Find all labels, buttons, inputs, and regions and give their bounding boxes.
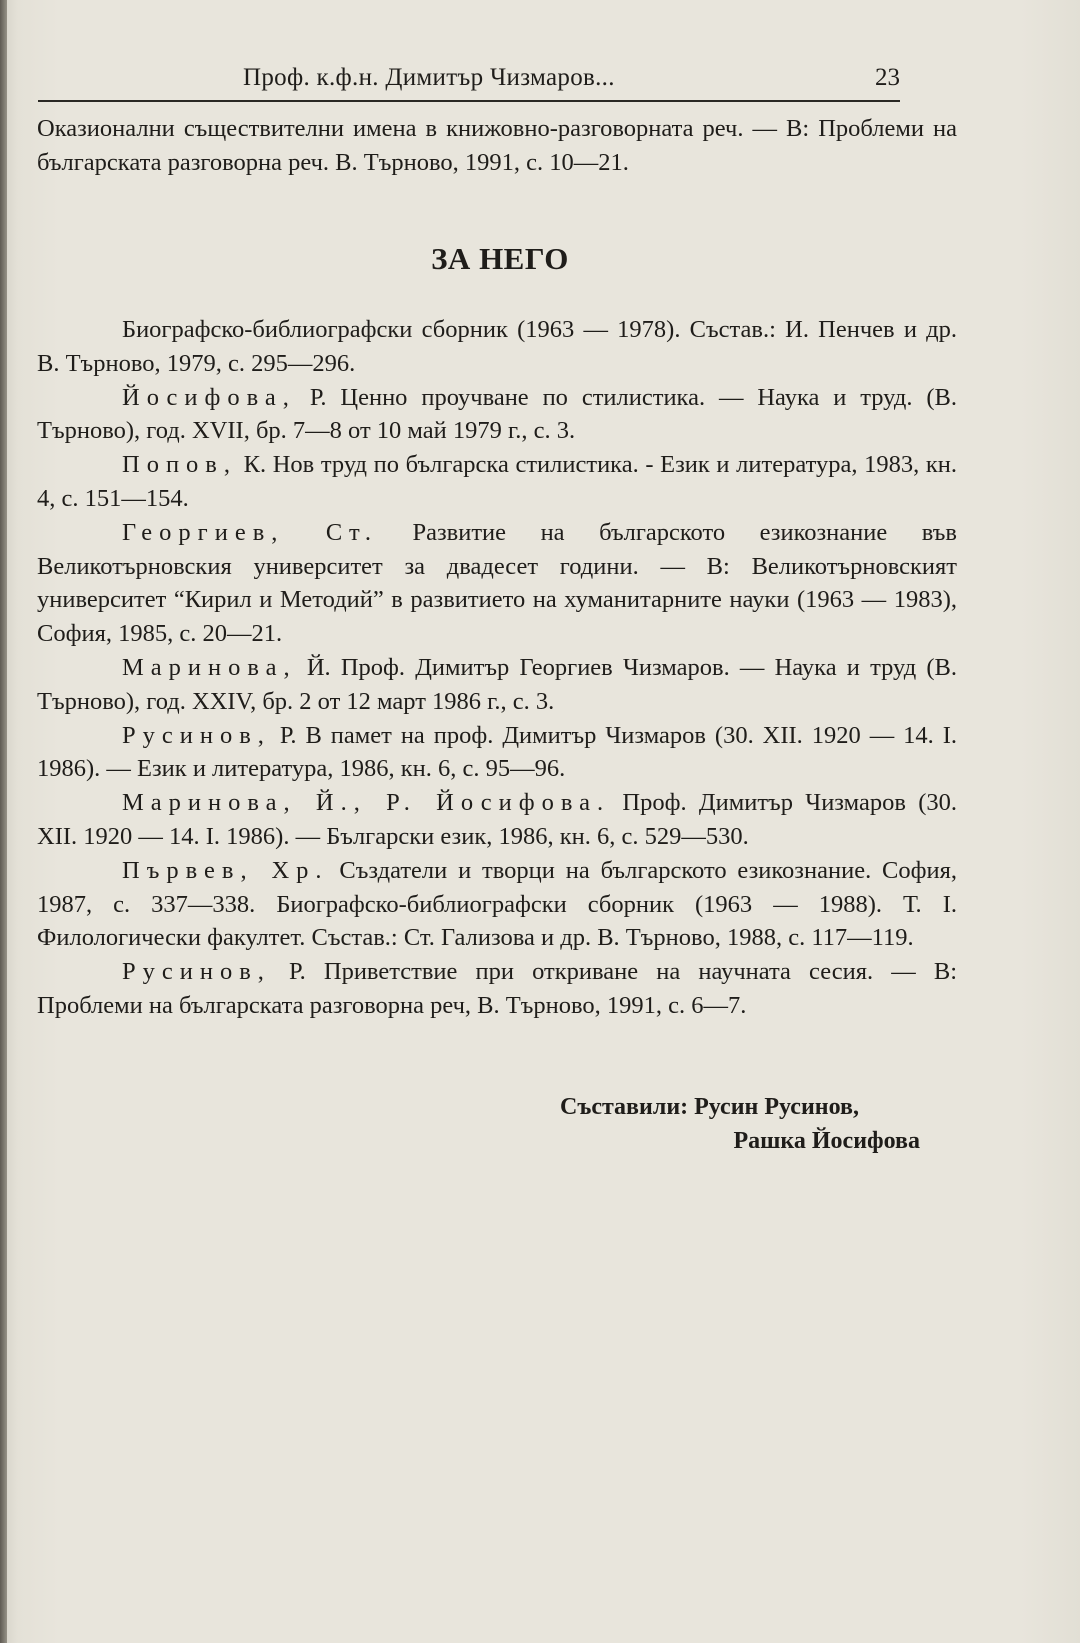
bibliography-entry (37, 786, 957, 854)
bibliography-list (37, 313, 957, 1023)
entry-author: Маринова, Й., Р. Йосифова. (122, 789, 611, 817)
compilers-signature (480, 1090, 920, 1158)
entry-text: Р. Ценно проучване по стилистика. — Наука и труд. (В. Търново), год. XVII, бр. 7—8 от 10 май 1979 г., с. 3. (37, 383, 957, 445)
entry-text: Проф. Димитър Чизмаров (30. XII. 1920 — 14. I. 1986). — Български език, 1986, кн. 6, с. 529—530. (37, 789, 958, 850)
entry-author: Първев, Хр. (122, 856, 329, 884)
bibliography-entry (37, 448, 957, 516)
continuation-text: Оказионални съществителни имена в книжовно-разговорната реч. — В: Проблеми на българската разговорна реч. В. Търново, 1991, с. 10—21. (37, 115, 957, 176)
bibliography-entry (37, 719, 957, 787)
bibliography-entry (37, 854, 957, 955)
entry-author: Русинов, (122, 958, 271, 986)
continued-bibliography-entry (37, 112, 957, 180)
entry-text: К. Нов труд по българска стилистика. - Език и литература, 1983, кн. 4, с. 151—154. (37, 451, 957, 512)
compilers-line: Съставили: Русин Русинов, (560, 1094, 859, 1120)
section-heading: ЗА НЕГО (431, 241, 569, 276)
bibliography-entry (37, 955, 957, 1023)
running-header (38, 60, 900, 102)
page-number: 23 (875, 64, 900, 91)
bibliography-entry (37, 381, 957, 449)
compilers-line: Рашка Йосифова (733, 1128, 920, 1154)
bibliography-entry (37, 516, 957, 651)
entry-text: Й. Проф. Димитър Георгиев Чизмаров. — Наука и труд (В. Търново), год. XXIV, бр. 2 от 12 март 1986 г., с. 3. (37, 653, 957, 715)
entry-author: Георгиев, Ст. (122, 518, 378, 546)
bibliography-entry (37, 313, 957, 381)
entry-author: Русинов, (122, 721, 271, 749)
entry-author: Попов, (122, 451, 237, 479)
entry-text: Р. Приветствие при откриване на научната сесия. — В: Проблеми на българската разговорна реч, В. Търново, 1991, с. 6—7. (37, 958, 957, 1019)
entry-text: Развитие на българското езикознание във Великотърновския университет за двадесет години. — В: Великотърновският университет “Кирил и Методий” в развитието на хуманитарните науки (1963 — 1983), София, 1985, с. 20—21. (37, 518, 957, 648)
bibliography-entry (37, 651, 957, 719)
entry-text: Биографско-библиографски сборник (1963 — 1978). Състав.: И. Пенчев и др. В. Търново, 1979, с. 295—296. (37, 316, 957, 377)
entry-author: Маринова, (122, 653, 297, 681)
entry-text: Създатели и творци на българското езикознание. София, 1987, с. 337—338. Биографско-библиографски сборник (1963 — 1988). Т. I. Филологически факултет. Състав.: Ст. Гализова и др. В. Търново, 1988, с. 117—119. (37, 856, 958, 952)
entry-text: Р. В памет на проф. Димитър Чизмаров (30. XII. 1920 — 14. I. 1986). — Език и литература, 1986, кн. 6, с. 95—96. (37, 721, 957, 783)
entry-author: Йосифова, (122, 383, 296, 411)
running-title: Проф. к.ф.н. Димитър Чизмаров... (243, 64, 615, 91)
